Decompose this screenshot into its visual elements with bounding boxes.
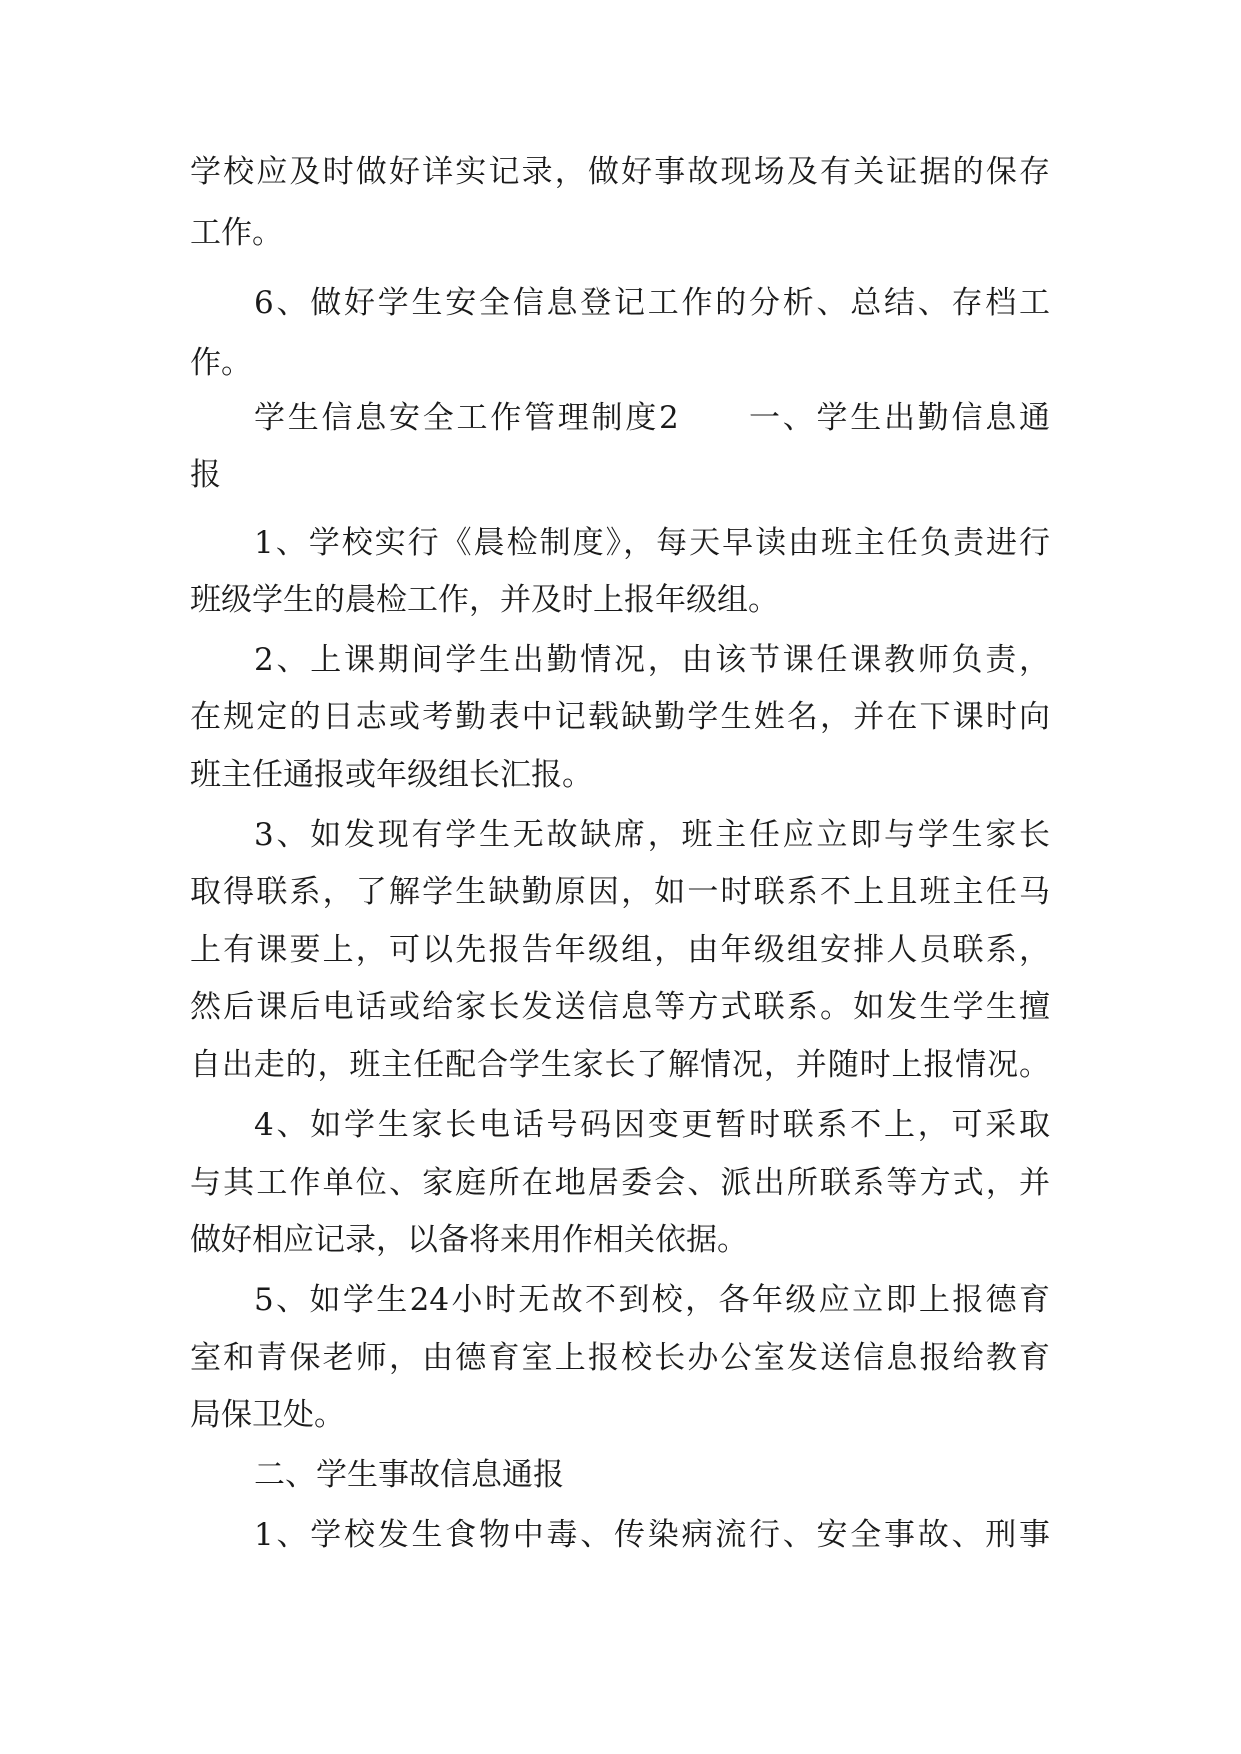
text-line: 在规定的日志或考勤表中记载缺勤学生姓名，并在下课时向: [190, 699, 1050, 735]
text-line: 自出走的，班主任配合学生家长了解情况，并随时上报情况。: [190, 1047, 1050, 1083]
text-line: 做好相应记录，以备将来用作相关依据。: [190, 1222, 748, 1258]
section-title-line: 学生信息安全工作管理制度2 一、学生出勤信息通: [254, 400, 1050, 436]
text-line: 1、学校发生食物中毒、传染病流行、安全事故、刑事: [254, 1517, 1050, 1553]
text-line: 报: [190, 457, 221, 493]
section-heading: 二、学生事故信息通报: [254, 1457, 564, 1493]
text-line: 学校应及时做好详实记录，做好事故现场及有关证据的保存: [190, 154, 1050, 190]
text-line: 作。: [190, 345, 252, 381]
text-line: 取得联系，了解学生缺勤原因，如一时联系不上且班主任马: [190, 874, 1050, 910]
text-line: 1、学校实行《晨检制度》，每天早读由班主任负责进行: [254, 525, 1050, 561]
text-line: 室和青保老师，由德育室上报校长办公室发送信息报给教育: [190, 1340, 1050, 1376]
text-line: 与其工作单位、家庭所在地居委会、派出所联系等方式，并: [190, 1165, 1050, 1201]
text-line: 5、如学生24小时无故不到校，各年级应立即上报德育: [254, 1282, 1050, 1318]
text-line: 3、如发现有学生无故缺席，班主任应立即与学生家长: [254, 817, 1050, 853]
text-line: 班级学生的晨检工作，并及时上报年级组。: [190, 582, 779, 618]
text-line: 4、如学生家长电话号码因变更暂时联系不上，可采取: [254, 1107, 1050, 1143]
text-line: 然后课后电话或给家长发送信息等方式联系。如发生学生擅: [190, 989, 1050, 1025]
text-line: 班主任通报或年级组长汇报。: [190, 757, 593, 793]
text-line: 局保卫处。: [190, 1397, 345, 1433]
text-line: 6、做好学生安全信息登记工作的分析、总结、存档工: [254, 285, 1050, 321]
text-line: 工作。: [190, 215, 283, 251]
text-line: 上有课要上，可以先报告年级组，由年级组安排人员联系，: [190, 932, 1050, 968]
text-line: 2、上课期间学生出勤情况，由该节课任课教师负责，: [254, 642, 1050, 678]
